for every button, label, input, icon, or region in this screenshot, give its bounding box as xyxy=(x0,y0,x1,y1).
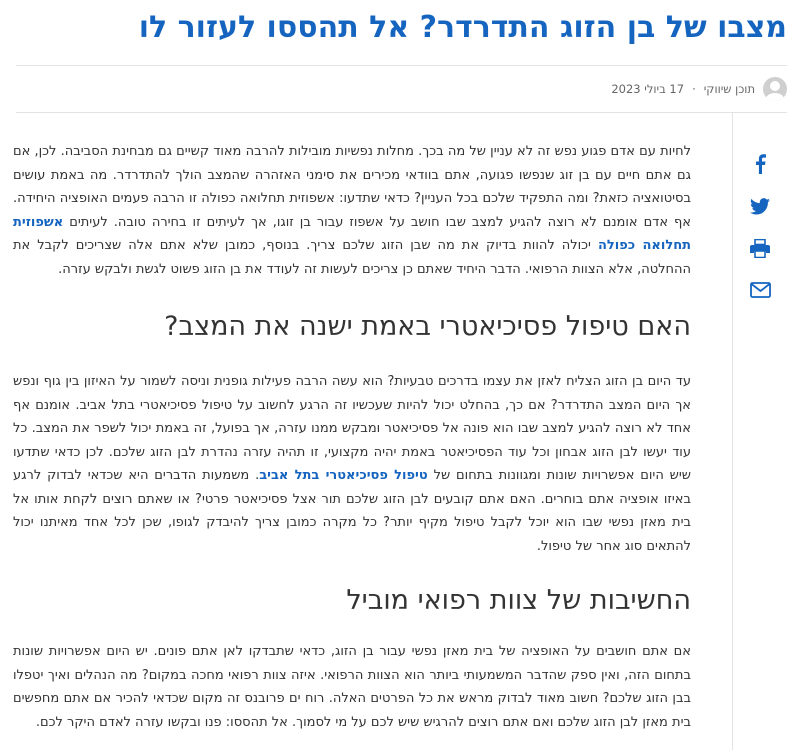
article-meta xyxy=(16,74,787,104)
email-icon[interactable] xyxy=(748,278,772,302)
link-dual-diagnosis-ward[interactable]: אשפוזית תחלואה כפולה xyxy=(13,214,692,253)
paragraph-3: אם אתם חושבים על האופציה של בית מאזן נפשי עבור בן הזוג, כדאי שתבדקו לאן אתם פונים. יש היום אפשרויות שונות בתחום הזה, ואין ספק שהדבר המשמעותי ביותר הוא הצוות הרפואי. איזה צוות רפואי מחכה במקום? מה הנהלים ואיך יטפלו בבן הזוג שלכם? חשוב מאוד לבדוק מראש את כל הפרטים האלה. רוח ים פרובנס זה מקום שכדאי להכיר אם אתם מחפשים בית מאזן לבן הזוג שלכם ואם אתם רוצים להרגיש שיש לכם על מי לסמוך. אל תהססו: פנו ובקשו עזרה לאדם היקר לכם. xyxy=(13,644,691,730)
section-heading-psychiatric-treatment: האם טיפול פסיכיאטרי באמת ישנה את המצב? xyxy=(164,311,691,342)
share-sidebar xyxy=(732,113,787,750)
meta-divider xyxy=(16,112,787,113)
paragraph-1: לחיות עם אדם פגוע נפש זה לא עניין של מה בכך. מחלות נפשיות מובילות להרבה מאוד קשיים גם מבחינת הסביבה. לכן, אם גם אתם חיים עם בן זוג שנפשו פגועה, אתם בוודאי מכירים את סימני האזהרה שהמצב הולך להתדרדר. מה באמת עושים בסיטואציה כזאת? ומה התפקיד שלכם בכל העניין? כדאי שתדעו: אשפוזית תחלואה כפולה זו הרבה פעמים האופציה היחידה. אף אדם אומנם לא רוצה להגיע למצב שבו חושב על אשפוז עבור בן זוגו, אך לעיתים זו בחירה טובה. לעיתים אשפוזית תחלואה כפולה יכולה להוות בדיוק את מה שבן הזוג שלכם צריך. בנוסף, כמובן שלא אתם אלה שצריכים לקבל את ההחלטה, אלא הצוות הרפואי. הדבר היחיד שאתם כן צריכים לעשות זה לעודד את בן הזוג פשוט לגשת ולבקש עזרה. xyxy=(13,144,692,277)
section-heading-medical-team: החשיבות של צוות רפואי מוביל xyxy=(346,585,691,616)
link-psychiatric-treatment-tel-aviv[interactable]: טיפול פסיכיאטרי בתל אביב xyxy=(259,468,428,483)
paragraph-2: עד היום בן הזוג הצליח לאזן את עצמו בדרכים טבעיות? הוא עשה הרבה פעילות גופנית וניסה לשמור על האיזון בין גוף ונפש אך היום המצב התדרדר? אם כך, בהחלט יכול להיות שעכשיו זה הרגע לחשוב על טיפול פסיכיאטרי בתל אביב. אומנם אף אחד לא רוצה להגיע למצב שבו הוא פונה אל פסיכיאטר ומבקש ממנו עזרה, אך בפועל, זה באמת יכול לשפר את המצב. כל עוד יעשו לבן הזוג אבחון וכל עוד הפסיכיאטר באמת יהיה מקצועי, זו תהיה עזרה נהדרת לבן הזוג שלכם. לכן כדאי שתדעו שיש היום אפשרויות שונות ומגוונות בתחום של טיפול פסיכיאטרי בתל אביב. משמעות הדברים היא שכדאי לבדוק לרגע באיזו אופציה אתם בוחרים. האם אתם קובעים לבן הזוג שלכם תור אצל פסיכיאטר פרטי? או שאתם רוצים לקחת אותו אל בית מאזן נפשי שבו הוא יוכל לקבל טיפול מקיף יותר? כל מקרה כמובן צריך להיבדק לגופו, שכן לכל אחד מאיתנו יכול להתאים סוג אחר של טיפול. xyxy=(13,374,692,554)
author-avatar[interactable] xyxy=(763,77,787,101)
print-icon[interactable] xyxy=(748,236,772,260)
article-title: מצבו של בן הזוג התדרדר? אל תהססו לעזור לו xyxy=(138,10,787,45)
publish-date: 17 ביולי 2023 xyxy=(611,82,685,96)
twitter-icon[interactable] xyxy=(748,194,772,218)
facebook-icon[interactable] xyxy=(748,152,772,176)
article-body xyxy=(13,140,691,734)
author-name[interactable]: תוכן שיווקי xyxy=(703,82,755,96)
title-divider xyxy=(16,65,787,66)
meta-separator: · xyxy=(692,82,696,96)
